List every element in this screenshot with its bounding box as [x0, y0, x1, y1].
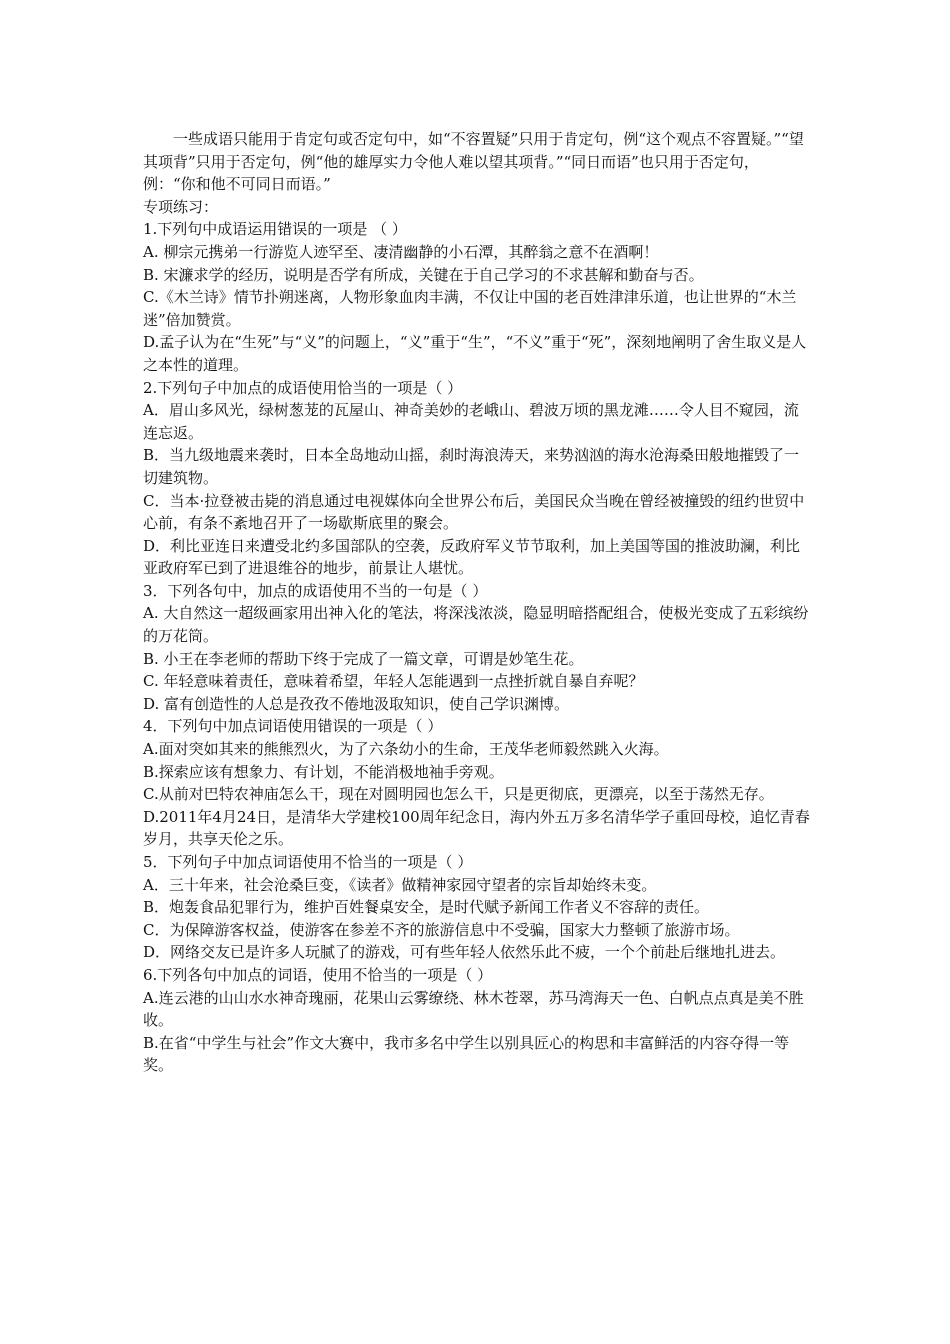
option-b: B．炮轰食品犯罪行为，维护百姓餐桌安全，是时代赋予新闻工作者义不容辞的责任。	[143, 898, 710, 917]
option-d: D.孟子认为在“生死”与“义”的问题上，“义”重于“生”，“不义”重于“死”，深刻地阐明了舍生取义是人之本性的道理。	[143, 333, 807, 374]
option-b: B．当九级地震来袭时，日本全岛地动山摇，刹时海浪涛天，来势汹汹的海水沧海桑田般地摧毁了一切建筑物。	[143, 446, 800, 487]
option-b: B.在省“中学生与社会”作文大赛中，我市多名中学生以别具匠心的构思和丰富鲜活的内容夺得一等奖。	[143, 1033, 790, 1075]
option-b: B. 宋濂求学的经历，说明是否学有所成，关键在于自己学习的不求甚解和勤奋与否。	[143, 265, 704, 284]
question-stem: 4．下列句中加点词语使用错误的一项是（ ）	[143, 717, 443, 736]
option-c: C. 年轻意味着责任，意味着希望，年轻人怎能遇到一点挫折就自暴自弃呢？	[143, 672, 644, 691]
option-d: D.2011年4月24日，是清华大学建校100周年纪念日，海内外五万多名清华学子重回母校，追忆青春岁月，共享天伦之乐。	[143, 807, 810, 849]
option-b: B. 小王在李老师的帮助下终于完成了一篇文章，可谓是妙笔生花。	[143, 649, 584, 668]
option-d: D．利比亚连日来遭受北约多国部队的空袭，反政府军义节节取利，加上美国等国的推波助澜，利比亚政府军已到了进退维谷的地步，前景让人堪忧。	[143, 536, 801, 578]
option-d: D．网络交友已是许多人玩腻了的游戏，可有些年轻人依然乐此不疲，一个个前赴后继地扎进去。	[143, 943, 786, 962]
option-c: C．当本·拉登被击毙的消息通过电视媒体向全世界公布后，美国民众当晚在曾经被撞毁的纽约世贸中心前，有条不紊地召开了一场歇斯底里的聚会。	[143, 491, 805, 533]
question-stem: 1.下列句中成语运用错误的一项是 （ ）	[143, 220, 407, 239]
question-stem: 2.下列句子中加点的成语使用恰当的一项是（ ）	[143, 378, 463, 397]
option-d: D. 富有创造性的人总是孜孜不倦地汲取知识，使自己学识渊博。	[143, 694, 570, 713]
option-c: C.从前对巴特农神庙怎么干，现在对圆明园也怎么干，只是更彻底，更漂亮，以至于荡然无存。	[143, 785, 774, 804]
question-1	[143, 218, 811, 376]
question-3	[143, 580, 811, 716]
question-stem: 6.下列各句中加点的词语，使用不恰当的一项是（ ）	[143, 965, 493, 984]
question-6	[143, 964, 811, 1077]
question-5	[143, 851, 811, 964]
option-a: A．眉山多风光，绿树葱茏的瓦屋山、神奇美妙的老峨山、碧波万顷的黑龙滩……令人目不窥园，流连忘返。	[143, 401, 799, 442]
question-stem: 3．下列各句中，加点的成语使用不当的一句是（ ）	[143, 581, 488, 600]
option-c: C．为保障游客权益，使游客在参差不齐的旅游信息中不受骗，国家大力整顿了旅游市场。	[143, 920, 740, 939]
section-title: 专项练习：	[143, 197, 219, 216]
question-stem: 5．下列句子中加点词语使用不恰当的一项是（ ）	[143, 853, 473, 871]
option-a: A. 柳宗元携弟一行游览人迹罕至、凄清幽静的小石潭，其醉翁之意不在酒啊！	[143, 242, 659, 261]
question-2	[143, 377, 811, 580]
option-b: B.探索应该有想象力、有计划，不能消极地袖手旁观。	[143, 762, 504, 781]
option-a: A.面对突如其来的熊熊烈火，为了六条幼小的生命，王茂华老师毅然跳入火海。	[143, 740, 669, 759]
option-a: A.连云港的山山水水神奇瑰丽，花果山云雾缭绕、林木苍翠，苏马湾海天一色、白帆点点真是美不胜收。	[143, 988, 804, 1030]
option-a: A．三十年来，社会沧桑巨变，《读者》做精神家园守望者的宗旨却始终未变。	[143, 875, 657, 894]
option-c: C.《木兰诗》情节扑朔迷离，人物形象血肉丰满，不仅让中国的老百姓津津乐道，也让世界的“木兰迷”倍加赞赏。	[143, 288, 797, 329]
document-body	[143, 128, 811, 1077]
option-a: A. 大自然这一超级画家用出神入化的笔法，将深浅浓淡，隐显明暗搭配组合，使极光变成了五彩缤纷的万花筒。	[143, 604, 809, 646]
question-4	[143, 715, 811, 851]
intro-paragraph: 一些成语只能用于肯定句或否定句中，如“不容置疑”只用于肯定句，例“这个观点不容置疑。”“望其项背”只用于否定句，例“他的雄厚实力令他人难以望其项背。”“同日而语”也只用于否定句，例：“你和他不可同日而语。”	[143, 130, 804, 194]
